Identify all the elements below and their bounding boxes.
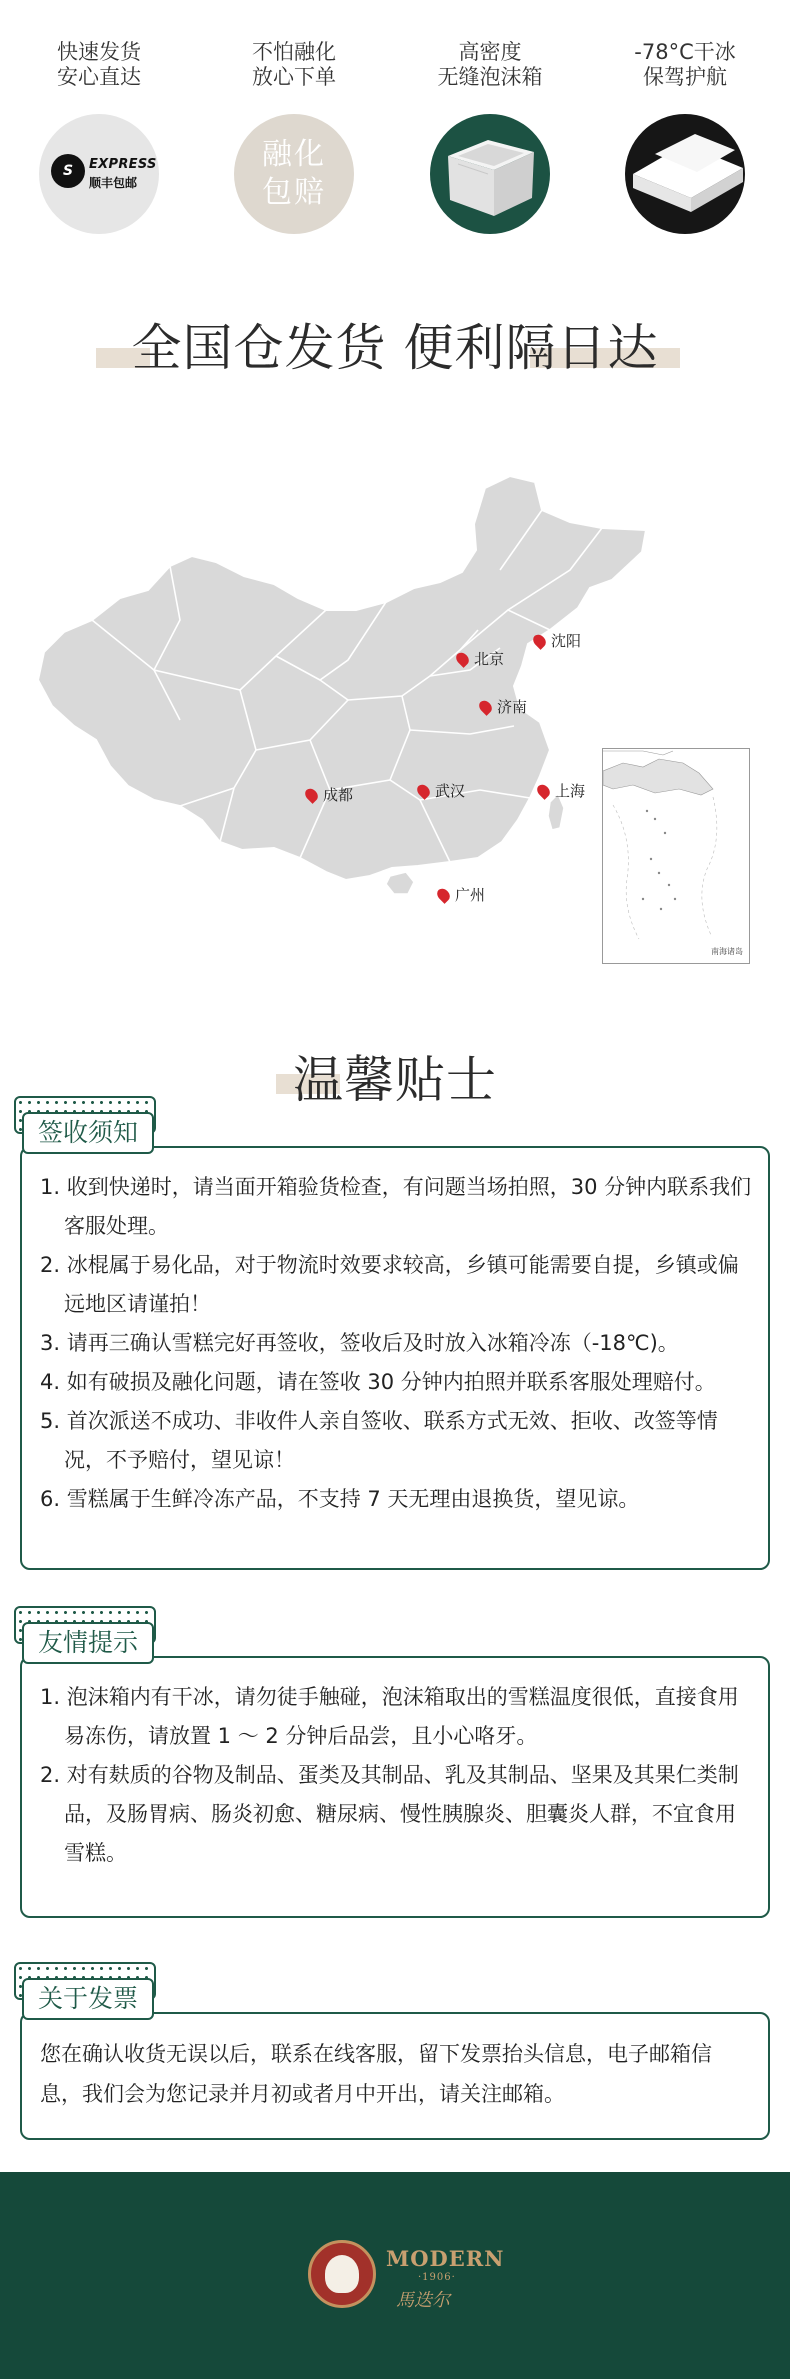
sf-mark-icon: S — [51, 154, 85, 188]
list-item: 3. 请再三确认雪糕完好再签收，签收后及时放入冰箱冷冻（-18℃)。 — [40, 1331, 679, 1355]
melt-compensation-icon — [234, 114, 354, 234]
list-item: 5. 首次派送不成功、非收件人亲自签收、联系方式无效、拒收、改签等情况，不予赔付，望见谅！ — [40, 1409, 718, 1472]
feature-row — [0, 40, 790, 260]
feature-line1: -78°C干冰 — [634, 40, 736, 64]
sf-logo-subtext: 顺丰包邮 — [89, 176, 138, 190]
location-pin-icon — [535, 782, 553, 800]
city-name: 上海 — [555, 782, 586, 800]
feature-foam-box — [410, 40, 570, 234]
feature-line1: 高密度 — [458, 40, 522, 64]
friendly-tips-card — [20, 1656, 770, 1918]
invoice-text: 您在确认收货无误以后，联系在线客服，留下发票抬头信息，电子邮箱信息，我们会为您记录并月初或者月中开出，请关注邮箱。 — [40, 2042, 712, 2106]
location-pin-icon — [454, 650, 472, 668]
brand-chinese-name: 馬迭尔 — [396, 2290, 450, 2311]
list-item: 1. 收到快递时，请当面开箱验货检查，有问题当场拍照，30 分钟内联系我们客服处理。 — [40, 1175, 752, 1238]
city-guangzhou — [438, 884, 485, 905]
melt-badge-line2: 包赔 — [262, 175, 326, 210]
feature-line1: 快速发货 — [57, 40, 141, 64]
section-tab-receipt: 签收须知 — [22, 1112, 154, 1154]
feature-line2: 无缝泡沫箱 — [437, 65, 543, 89]
list-item: 6. 雪糕属于生鲜冷冻产品，不支持 7 天无理由退换货，望见谅。 — [40, 1487, 640, 1511]
list-item: 2. 对有麸质的谷物及制品、蛋类及其制品、乳及其制品、坚果及其果仁类制品，及肠胃病、肠炎初愈、糖尿病、慢性胰腺炎、胆囊炎人群，不宜食用雪糕。 — [40, 1763, 739, 1865]
feature-melt-guarantee — [214, 40, 374, 234]
sf-logo-text: EXPRESS — [89, 157, 157, 172]
receipt-notice-card — [20, 1146, 770, 1570]
city-name: 广州 — [455, 886, 486, 904]
inset-label: 南海诸岛 — [711, 947, 743, 956]
city-chengdu — [306, 784, 353, 805]
city-name: 北京 — [474, 650, 505, 668]
feature-line2: 放心下单 — [252, 65, 336, 89]
location-pin-icon — [531, 632, 549, 650]
friendly-list — [40, 1678, 752, 1873]
invoice-card — [20, 2012, 770, 2140]
south-china-sea-inset — [602, 748, 750, 964]
brand-footer — [0, 2172, 790, 2379]
location-pin-icon — [303, 786, 321, 804]
brand-year: ·1906· — [418, 2272, 456, 2283]
tips-title: 温馨贴士 — [293, 1051, 497, 1109]
location-pin-icon — [415, 782, 433, 800]
city-name: 成都 — [323, 786, 354, 804]
brand-logo-icon — [308, 2240, 376, 2308]
receipt-list — [40, 1168, 752, 1519]
dry-ice-icon — [625, 114, 745, 234]
shipping-title: 全国仓发货 便利隔日达 — [131, 319, 659, 377]
city-beijing — [457, 648, 504, 669]
china-warehouse-map — [30, 470, 770, 990]
melt-badge-text — [234, 136, 354, 212]
city-wuhan — [418, 780, 465, 801]
sf-express-logo-icon — [39, 114, 159, 234]
city-name: 沈阳 — [551, 632, 582, 650]
list-item: 2. 冰棍属于易化品，对于物流时效要求较高，乡镇可能需要自提，乡镇或偏远地区请谨拍！ — [40, 1253, 739, 1316]
feature-dry-ice — [605, 40, 765, 234]
city-jinan — [480, 696, 527, 717]
city-shenyang — [534, 630, 581, 651]
location-pin-icon — [435, 886, 453, 904]
melt-badge-line1: 融化 — [262, 137, 326, 172]
city-shanghai — [538, 780, 585, 801]
list-item: 1. 泡沫箱内有干冰，请勿徒手触碰，泡沫箱取出的雪糕温度很低，直接食用易冻伤，请放置 1 ～ 2 分钟后品尝，且小心咯牙。 — [40, 1685, 739, 1748]
south-sea-islands-icon — [603, 749, 749, 963]
brand-name: MODERN — [386, 2246, 505, 2271]
city-name: 济南 — [497, 698, 528, 716]
feature-line2: 保驾护航 — [643, 65, 727, 89]
feature-fast-shipping — [19, 40, 179, 234]
list-item: 4. 如有破损及融化问题，请在签收 30 分钟内拍照并联系客服处理赔付。 — [40, 1370, 716, 1394]
feature-line2: 安心直达 — [57, 65, 141, 89]
location-pin-icon — [477, 698, 495, 716]
city-name: 武汉 — [435, 782, 466, 800]
foam-box-icon — [430, 114, 550, 234]
section-tab-invoice: 关于发票 — [22, 1978, 154, 2020]
section-tab-friendly: 友情提示 — [22, 1622, 154, 1664]
feature-line1: 不怕融化 — [252, 40, 336, 64]
